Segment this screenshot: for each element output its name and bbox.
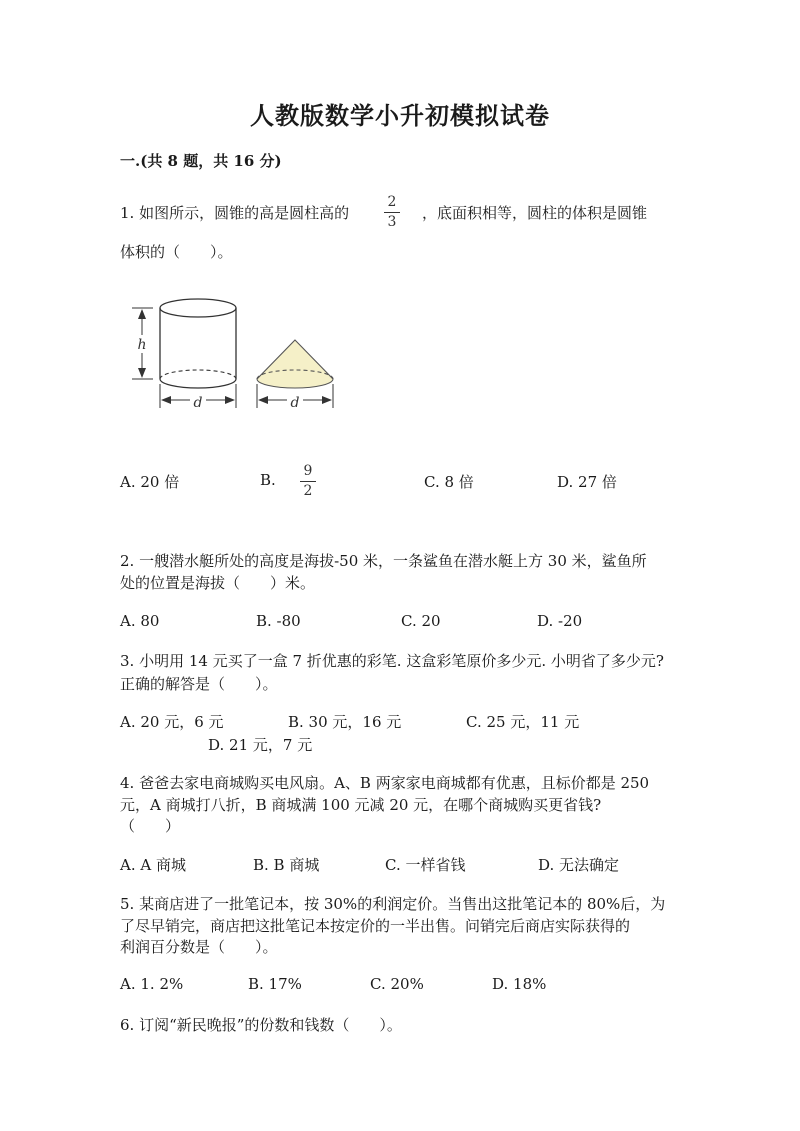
q3-line1: 3. 小明用 14 元买了一盒 7 折优惠的彩笔. 这盒彩笔原价多少元. 小明省了多少元? — [120, 652, 664, 670]
q5-line3: 利润百分数是（ ）。 — [120, 938, 278, 956]
q4-line2: 元，A 商城打八折，B 商城满 100 元减 20 元，在哪个商城购买更省钱? — [120, 796, 602, 814]
q3-option-a[interactable]: A. 20 元，6 元 — [120, 713, 224, 731]
q1-option-b-numerator: 9 — [303, 463, 313, 479]
q6-line1: 6. 订阅“新民晚报”的份数和钱数（ ）。 — [120, 1016, 402, 1034]
q3-line2: 正确的解答是（ ）。 — [120, 675, 278, 693]
height-label: h — [137, 337, 147, 353]
q1-option-b-fraction — [298, 463, 318, 500]
q5-option-d[interactable]: D. 18% — [492, 975, 547, 993]
q2-option-b[interactable]: B. -80 — [256, 612, 301, 630]
q4-line1: 4. 爸爸去家电商城购买电风扇。A、B 两家家电商城都有优惠，且标价都是 250 — [120, 774, 650, 792]
q5-option-c[interactable]: C. 20% — [370, 975, 424, 993]
q4-option-d[interactable]: D. 无法确定 — [538, 856, 620, 874]
fraction-bar — [300, 481, 316, 482]
height-dimension — [132, 308, 153, 379]
q5-option-b[interactable]: B. 17% — [248, 975, 302, 993]
q4-line3: （ ） — [120, 817, 181, 835]
section-heading: 一.(共 8 题，共 16 分) — [120, 152, 282, 170]
q3-option-c[interactable]: C. 25 元，11 元 — [466, 713, 580, 731]
q3-option-d[interactable]: D. 21 元，7 元 — [208, 736, 313, 754]
q3-option-b[interactable]: B. 30 元，16 元 — [288, 713, 402, 731]
q2-option-d[interactable]: D. -20 — [537, 612, 583, 630]
q1-fraction-numerator: 2 — [387, 194, 397, 210]
q2-line1: 2. 一艘潜水艇所处的高度是海拔-50 米，一条鲨鱼在潜水艇上方 30 米，鲨鱼所 — [120, 552, 647, 570]
exam-title: 人教版数学小升初模拟试卷 — [250, 101, 550, 130]
q1-line1-pre: 1. 如图所示，圆锥的高是圆柱高的 — [120, 204, 350, 222]
q2-line2: 处的位置是海拔（ ）米。 — [120, 574, 316, 592]
cylinder-cone-figure — [125, 292, 345, 417]
q2-option-c[interactable]: C. 20 — [401, 612, 441, 630]
q1-fraction — [382, 194, 402, 231]
cone-shape — [257, 340, 333, 388]
q5-line1: 5. 某商店进了一批笔记本，按 30%的利润定价。当售出这批笔记本的 80%后，为 — [120, 895, 666, 913]
fraction-bar — [384, 212, 400, 213]
cylinder-shape — [160, 299, 236, 388]
q1-line2: 体积的（ ）。 — [120, 243, 233, 261]
q5-option-a[interactable]: A. 1. 2% — [120, 975, 184, 993]
q1-fraction-denominator: 3 — [387, 214, 397, 230]
cylinder-diameter-label: d — [193, 395, 203, 411]
q1-option-c[interactable]: C. 8 倍 — [424, 473, 474, 491]
q1-option-d[interactable]: D. 27 倍 — [557, 473, 617, 491]
q4-option-b[interactable]: B. B 商城 — [253, 856, 320, 874]
q4-option-c[interactable]: C. 一样省钱 — [385, 856, 466, 874]
cone-diameter-label: d — [290, 395, 300, 411]
q1-option-b[interactable]: B. — [260, 471, 276, 489]
q2-option-a[interactable]: A. 80 — [120, 612, 160, 630]
q1-option-b-denominator: 2 — [303, 483, 313, 499]
q4-option-a[interactable]: A. A 商城 — [120, 856, 186, 874]
q1-option-a[interactable]: A. 20 倍 — [120, 473, 180, 491]
q5-line2: 了尽早销完，商店把这批笔记本按定价的一半出售。问销完后商店实际获得的 — [120, 917, 631, 935]
q1-line1-post: ，底面积相等，圆柱的体积是圆锥 — [422, 204, 648, 222]
